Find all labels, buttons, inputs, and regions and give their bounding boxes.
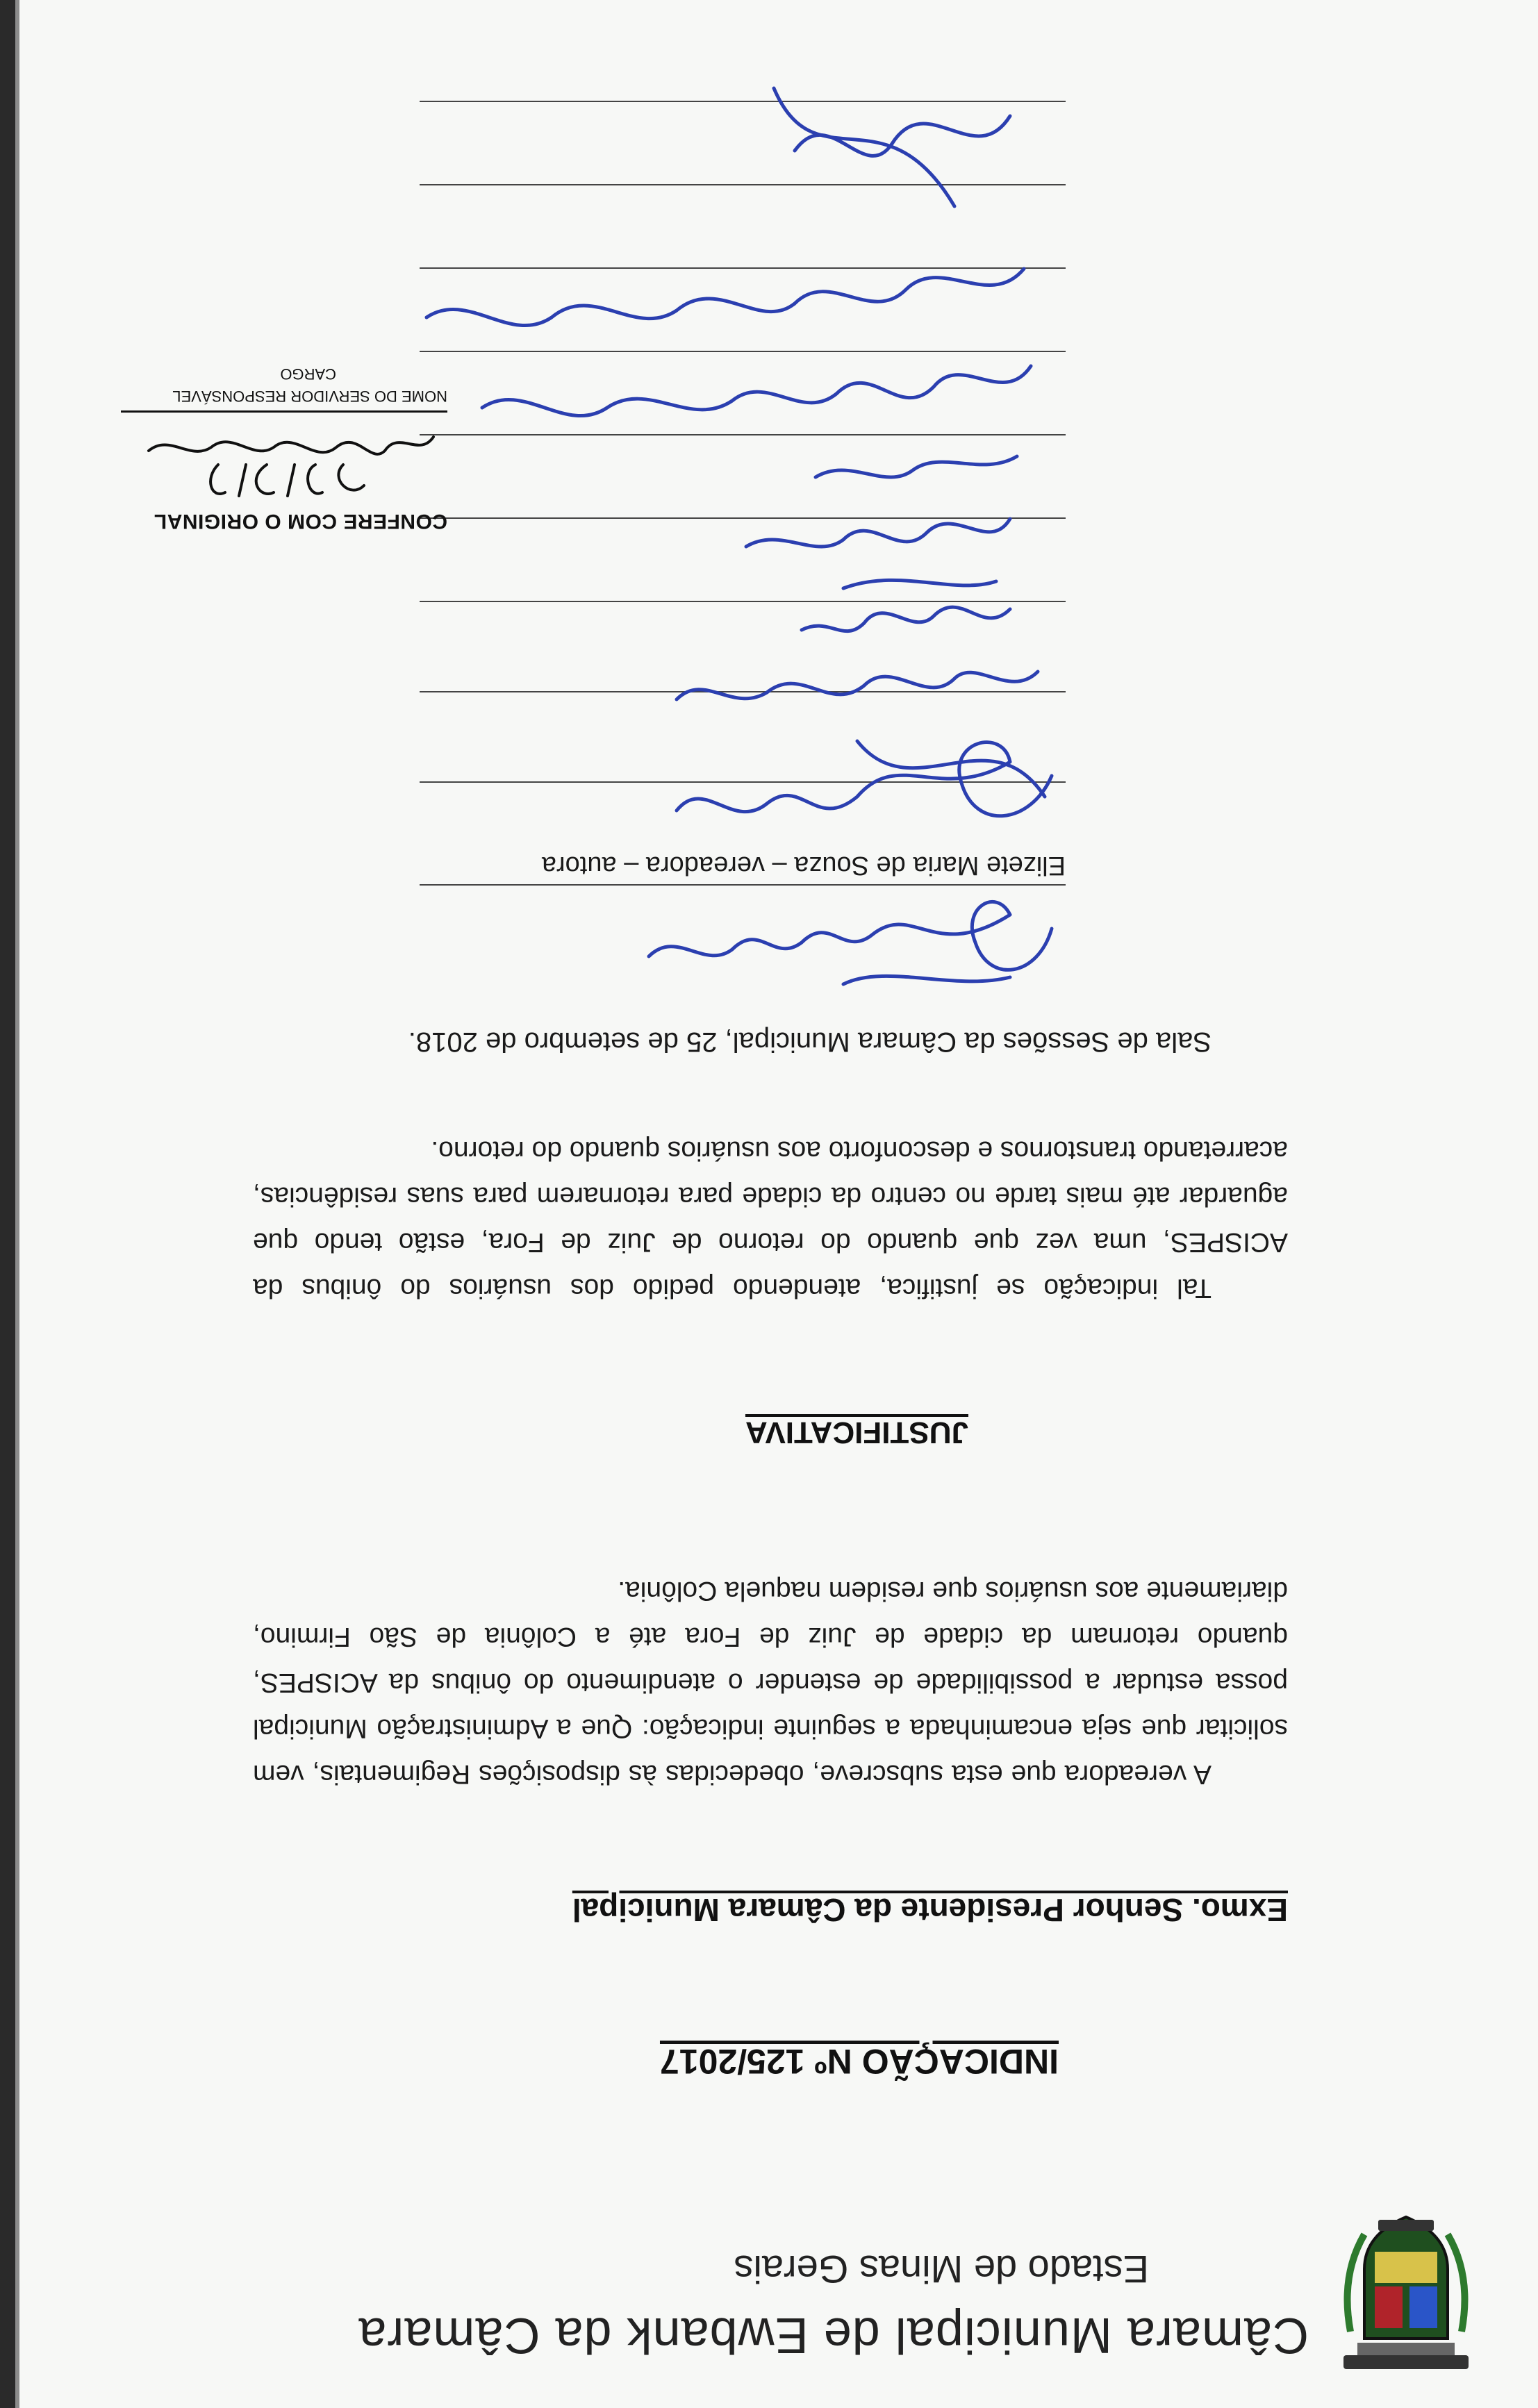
- certification-stamp: [86, 365, 447, 533]
- addressee: Exmo. Senhor Presidente da Câmara Municipal: [572, 1892, 1288, 1928]
- justification-paragraph: Tal indicação se justifica, atendendo pedido dos usuários do ônibus da ACISPES, uma vez que quando do retorno de Juiz de Fora, estão tendo que aguardar até mais tarde no centro da cidade para retornarem para suas residências, acarretando transtornos e desconforto aos usuários quando do retorno.: [253, 1136, 1288, 1303]
- scan-edge: [0, 0, 15, 2408]
- document-title: INDICAÇÃO Nº 125/2017: [659, 2042, 1059, 2081]
- body-paragraph: A vereadora que esta subscreve, obedecidas às disposições Regimentais, vem solicitar que seja encaminhada a seguinte indicação: Que a Administração Municipal possa estudar a possibilidade de estender o atendimento do ônibus da ACISPES, quando retornam da cidade de Juiz de Fora até a Colônia de São Firmino, diariamente aos usuários que residem naquela Colônia.: [253, 1576, 1288, 1789]
- stamp-handwritten-entry: [121, 416, 447, 506]
- state-name: Estado de Minas Gerais: [734, 2248, 1149, 2291]
- closing-line: Sala de Sessões da Câmara Municipal, 25 de setembro de 2018.: [408, 1027, 1212, 1057]
- stamp-line: [121, 410, 447, 413]
- stamp-name-label: NOME DO SERVIDOR RESPONSÁVEL: [172, 388, 447, 405]
- handwritten-signatures: [364, 33, 1093, 1005]
- stamp-title: CONFERE COM O ORIGINAL: [154, 510, 447, 533]
- justification-heading: JUSTIFICATIVA: [745, 1415, 968, 1450]
- scan-edge-shadow: [15, 0, 19, 2408]
- organization-name: Câmara Municipal de Ewbank da Câmara: [358, 2307, 1309, 2363]
- signatory-caption: Elizete Maria de Souza – vereadora – autora: [541, 851, 1066, 880]
- stamp-role-label: CARGO: [280, 365, 336, 383]
- municipal-coat-of-arms: [1337, 2207, 1475, 2373]
- letterhead: [128, 2241, 1309, 2366]
